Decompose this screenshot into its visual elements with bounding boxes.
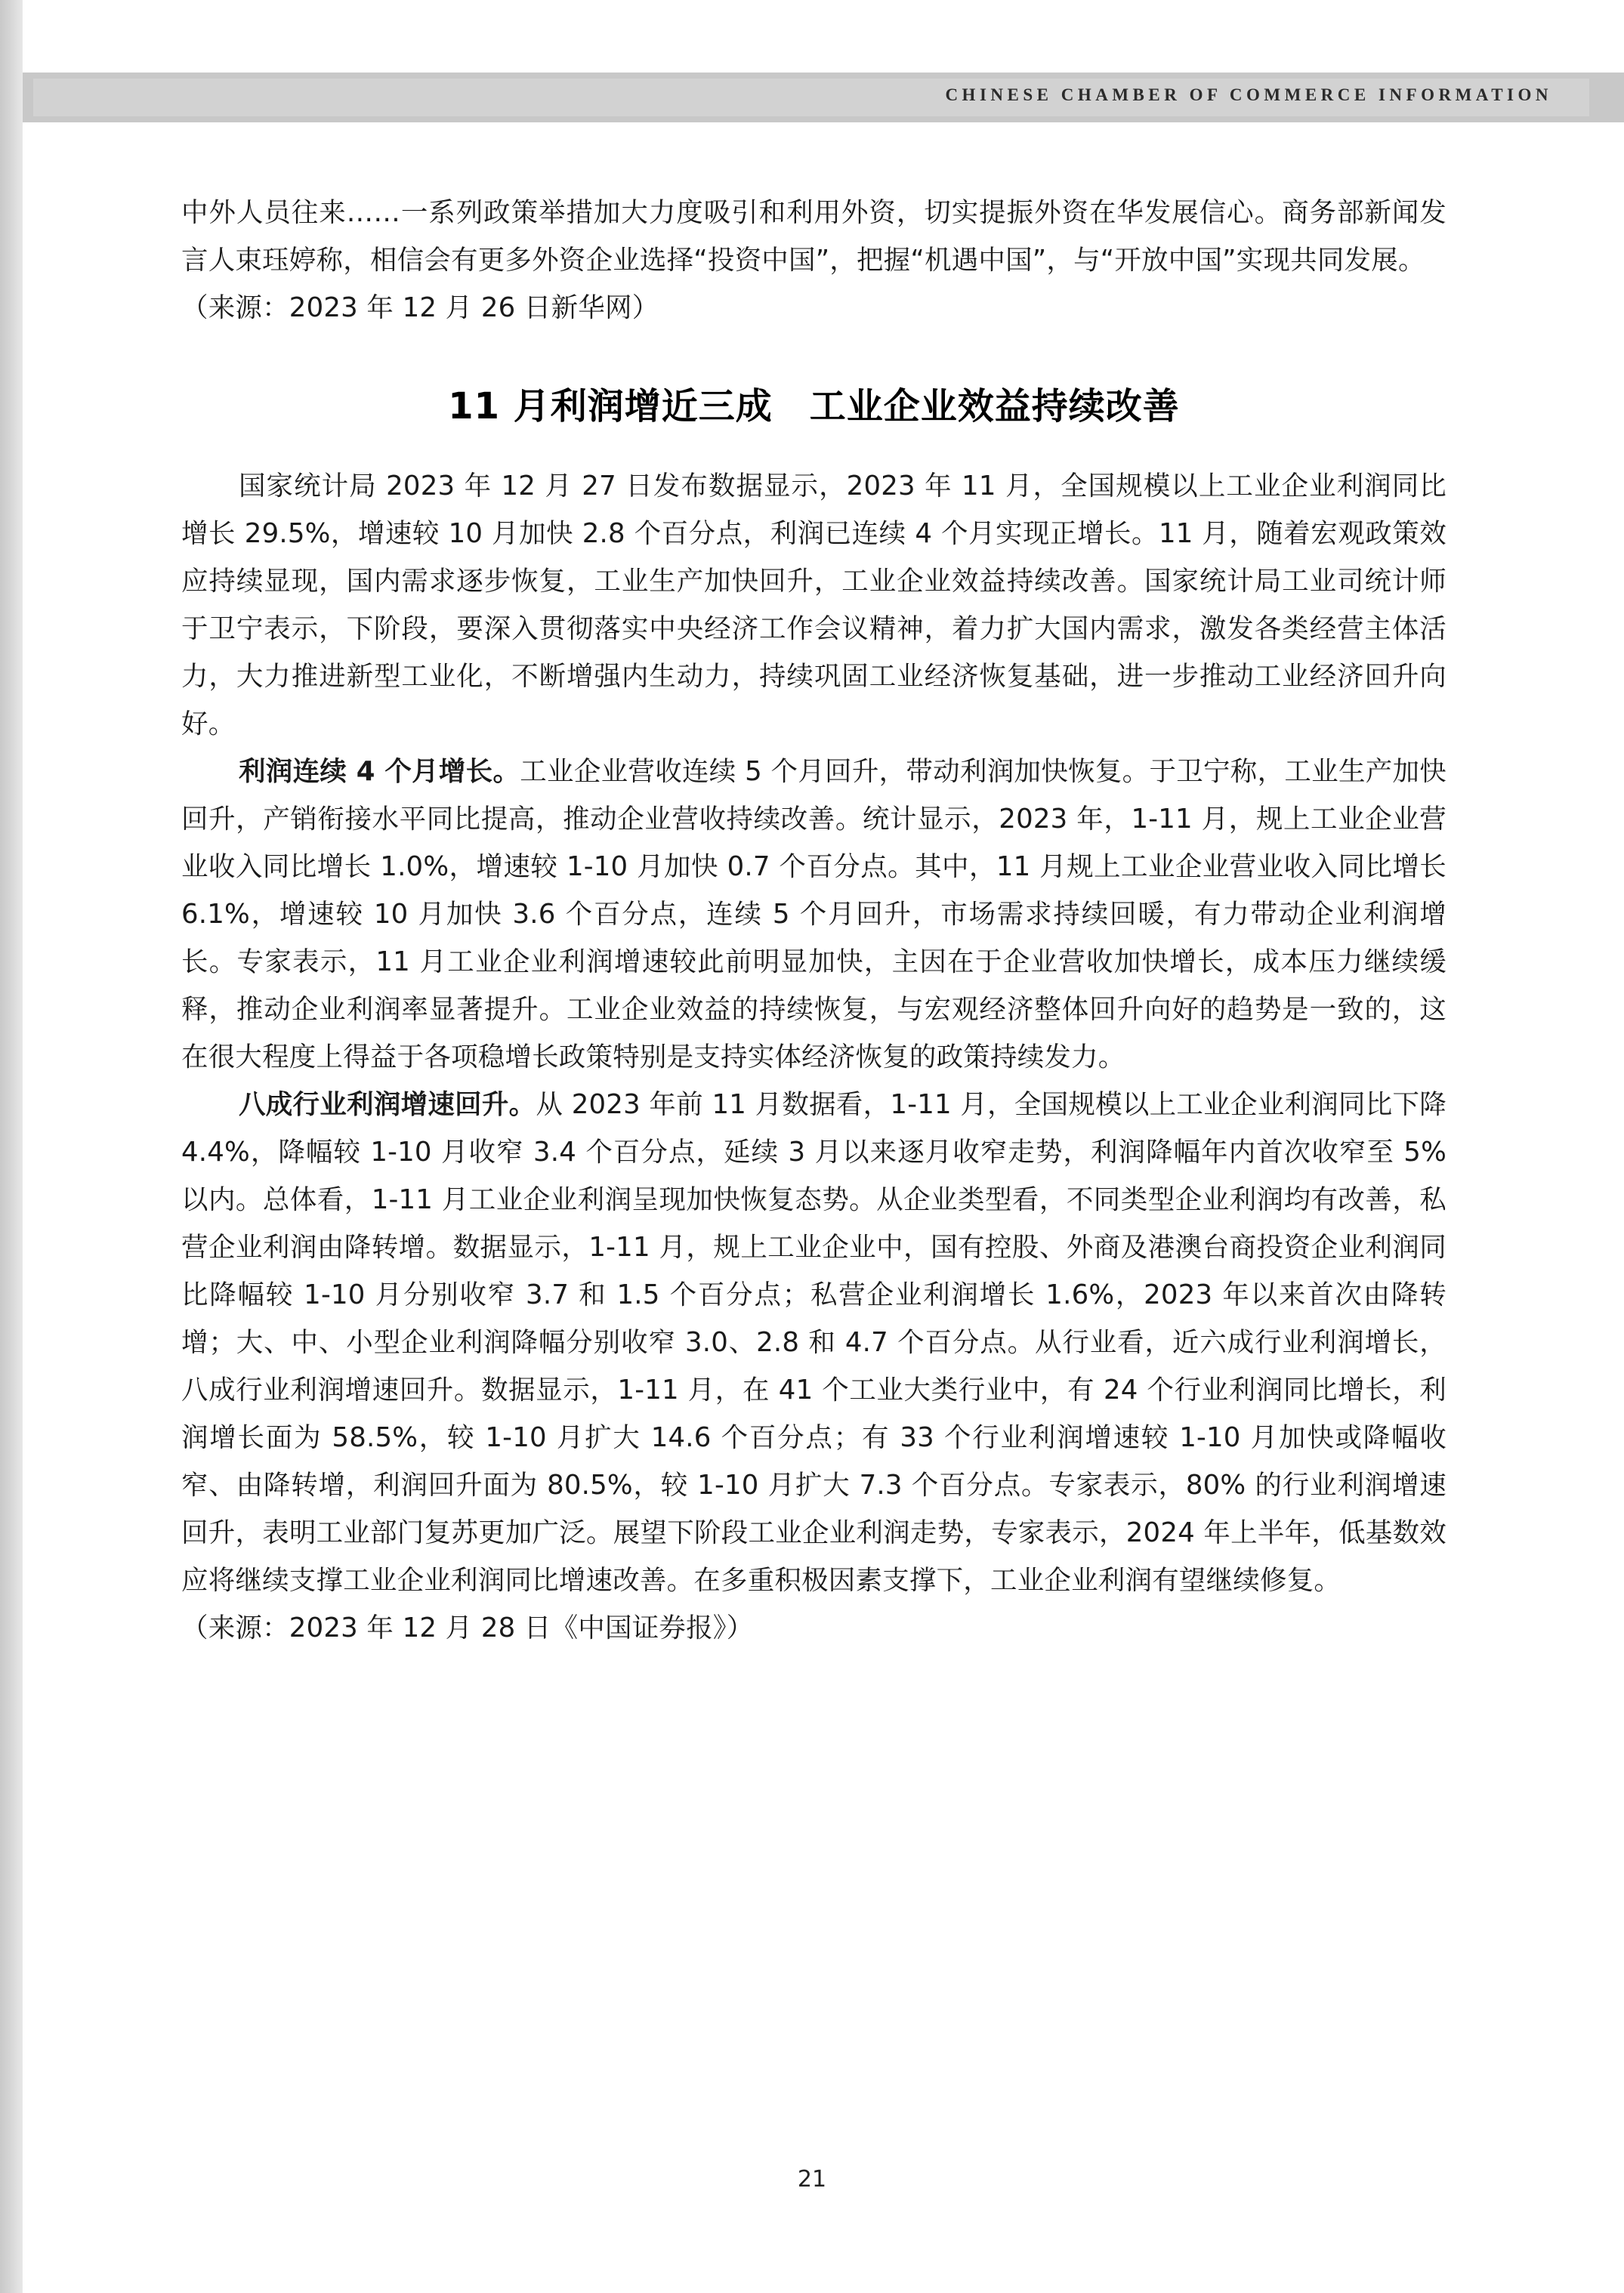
- continued-paragraph: 中外人员往来……一系列政策举措加大力度吸引和利用外资，切实提振外资在华发展信心。商务部新闻发言人束珏婷称，相信会有更多外资企业选择“投资中国”，把握“机遇中国”，与“开放中国”实现共同发展。: [181, 197, 1446, 276]
- page-edge-decoration: [0, 0, 23, 2293]
- paragraph-2-leadin: 利润连续 4 个月增长。: [239, 756, 520, 787]
- paragraph-3-text: 从 2023 年前 11 月数据看，1-11 月，全国规模以上工业企业利润同比下降 4.4%，降幅较 1-10 月收窄 3.4 个百分点，延续 3 月以来逐月收窄走势，利润降幅年内首次收窄至 5% 以内。总体看，1-11 月工业企业利润呈现加快恢复态势。从企业类型看，不同类型企业利润均有改善，私营企业利润由降转增。数据显示，1-11 月，规上工业企业中，国有控股、外商及港澳台商投资企业利润同比降幅较 1-10 月分别收窄 3.7 和 1.5 个百分点；私营企业利润增长 1.6%，2023 年以来首次由降转增；大、中、小型企业利润降幅分别收窄 3.0、2.8 和 4.7 个百分点。从行业看，近六成行业利润增长，八成行业利润增速回升。数据显示，1-11 月，在 41 个工业大类行业中，有 24 个行业利润同比增长，利润增长面为 58.5%，较 1-10 月扩大 14.6 个百分点；有 33 个行业利润增速较 1-10 月加快或降幅收窄、由降转增，利润回升面为 80.5%，较 1-10 月扩大 7.3 个百分点。专家表示，80% 的行业利润增速回升，表明工业部门复苏更加广泛。展望下阶段工业企业利润走势，专家表示，2024 年上半年，低基数效应将继续支撑工业企业利润同比增速改善。在多重积极因素支撑下，工业企业利润有望继续修复。: [181, 1089, 1447, 1596]
- page-number: 21: [797, 2166, 827, 2193]
- article-title: 11 月利润增近三成 工业企业效益持续改善: [448, 385, 1180, 427]
- continued-paragraph-source: （来源：2023 年 12 月 26 日新华网）: [181, 292, 659, 323]
- paragraph-2-text: 工业企业营收连续 5 个月回升，带动利润加快恢复。于卫宁称，工业生产加快回升，产销衔接水平同比提高，推动企业营收持续改善。统计显示，2023 年，1-11 月，规上工业企业营业收入同比增长 1.0%，增速较 1-10 月加快 0.7 个百分点。其中，11 月规上工业企业营业收入同比增长 6.1%，增速较 10 月加快 3.6 个百分点，连续 5 个月回升，市场需求持续回暖，有力带动企业利润增长。专家表示，11 月工业企业利润增速较此前明显加快，主因在于企业营收加快增长，成本压力继续缓释，推动企业利润率显著提升。工业企业效益的持续恢复，与宏观经济整体回升向好的趋势是一致的，这在很大程度上得益于各项稳增长政策特别是支持实体经济恢复的政策持续发力。: [181, 756, 1447, 1072]
- article-paragraph-3: [181, 1081, 1446, 1604]
- article-paragraph-2: [181, 748, 1446, 1081]
- article-paragraph-1: 国家统计局 2023 年 12 月 27 日发布数据显示，2023 年 11 月，全国规模以上工业企业利润同比增长 29.5%，增速较 10 月加快 2.8 个百分点，利润已连续 4 个月实现正增长。11 月，随着宏观政策效应持续显现，国内需求逐步恢复，工业生产加快回升，工业企业效益持续改善。国家统计局工业司统计师于卫宁表示，下阶段，要深入贯彻落实中央经济工作会议精神，着力扩大国内需求，激发各类经营主体活力，大力推进新型工业化，不断增强内生动力，持续巩固工业经济恢复基础，进一步推动工业经济回升向好。: [181, 471, 1446, 739]
- continued-paragraph-block: [181, 189, 1446, 332]
- running-header-text: CHINESE CHAMBER OF COMMERCE INFORMATION: [945, 85, 1552, 104]
- article-source: （来源：2023 年 12 月 28 日《中国证券报》）: [181, 1613, 754, 1643]
- paragraph-3-leadin: 八成行业利润增速回升。: [239, 1089, 536, 1120]
- page-content: [181, 189, 1446, 1652]
